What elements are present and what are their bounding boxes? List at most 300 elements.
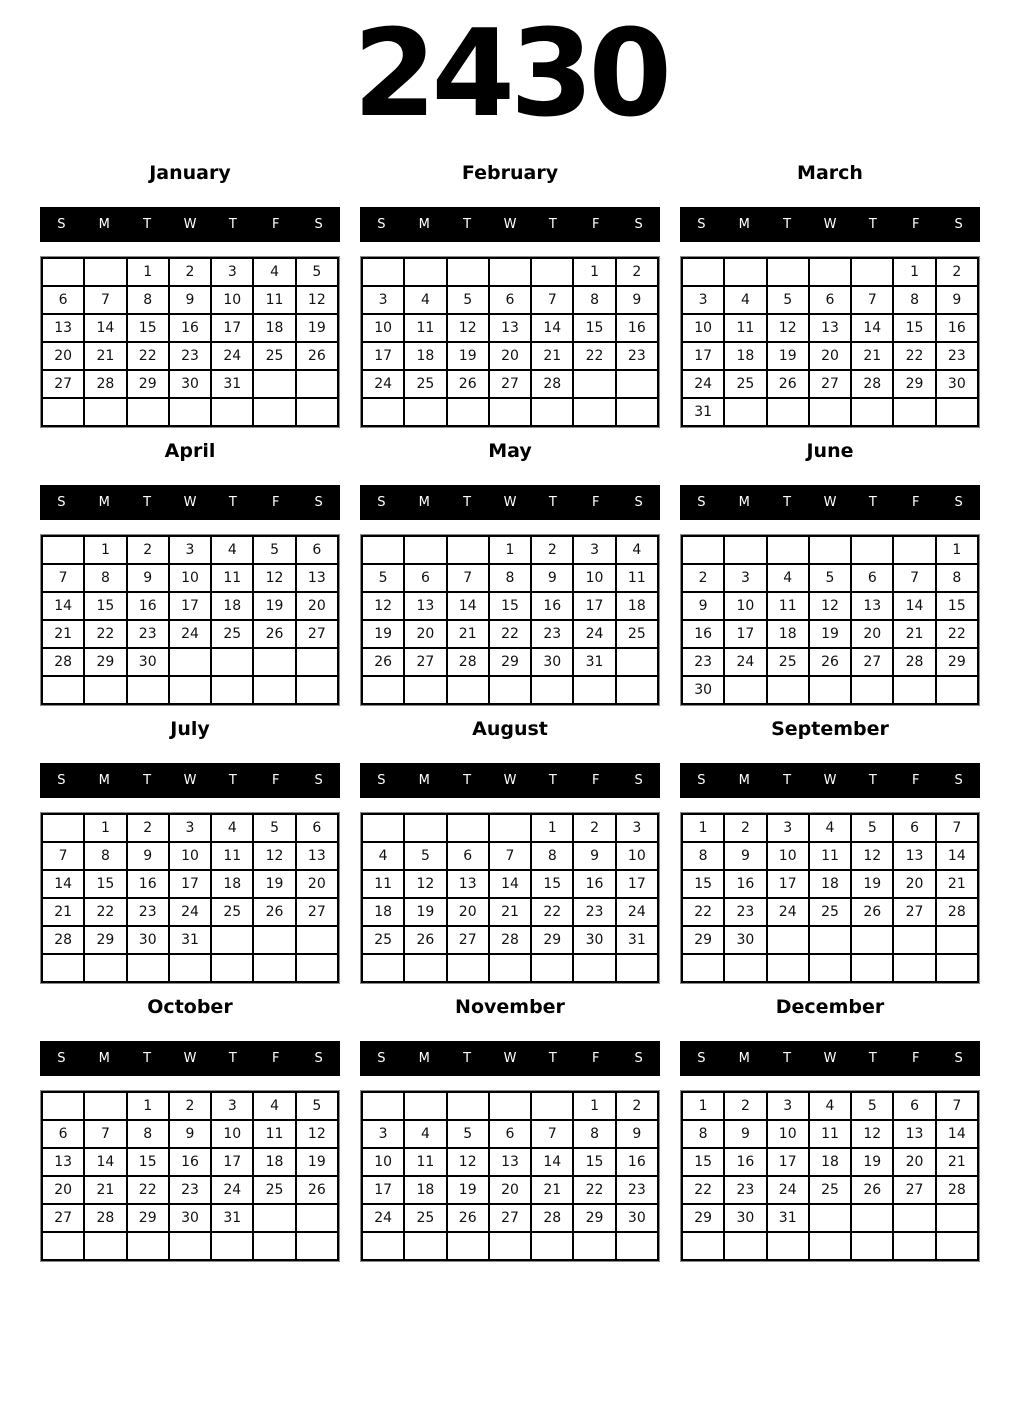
weekday-label: T bbox=[783, 217, 792, 232]
empty-day-cell bbox=[43, 537, 83, 563]
weekday-label: T bbox=[463, 1051, 472, 1066]
day-cell: 23 bbox=[170, 343, 210, 369]
day-cell: 1 bbox=[894, 259, 934, 285]
day-cell: 22 bbox=[574, 1177, 614, 1203]
day-cell: 12 bbox=[852, 843, 892, 869]
day-cell: 19 bbox=[768, 343, 808, 369]
day-cell: 24 bbox=[212, 343, 252, 369]
empty-day-cell bbox=[810, 677, 850, 703]
day-cell: 15 bbox=[894, 315, 934, 341]
weekday-header-bar bbox=[680, 485, 980, 520]
empty-day-cell bbox=[617, 649, 657, 675]
day-cell: 30 bbox=[683, 677, 723, 703]
day-cell: 2 bbox=[683, 565, 723, 591]
empty-day-cell bbox=[297, 1233, 337, 1259]
day-cell: 15 bbox=[532, 871, 572, 897]
day-cell: 10 bbox=[363, 315, 403, 341]
weekday-label: T bbox=[463, 217, 472, 232]
weekday-label: F bbox=[911, 1051, 920, 1066]
weekday-label: M bbox=[418, 217, 430, 232]
empty-day-cell bbox=[768, 537, 808, 563]
day-cell: 5 bbox=[297, 1093, 337, 1119]
month-date-grid bbox=[680, 1090, 980, 1262]
weekday-label: W bbox=[183, 217, 197, 232]
day-cell: 13 bbox=[43, 315, 83, 341]
weekday-label: F bbox=[591, 495, 600, 510]
day-cell: 18 bbox=[254, 315, 294, 341]
day-cell: 5 bbox=[254, 815, 294, 841]
empty-day-cell bbox=[297, 371, 337, 397]
empty-day-cell bbox=[254, 371, 294, 397]
day-cell: 23 bbox=[725, 899, 765, 925]
empty-day-cell bbox=[852, 537, 892, 563]
day-cell: 16 bbox=[725, 1149, 765, 1175]
month-title: March bbox=[797, 162, 863, 184]
empty-day-cell bbox=[894, 677, 934, 703]
day-cell: 27 bbox=[448, 927, 488, 953]
month-block bbox=[680, 150, 980, 428]
empty-day-cell bbox=[810, 537, 850, 563]
day-cell: 20 bbox=[297, 871, 337, 897]
empty-day-cell bbox=[683, 259, 723, 285]
empty-day-cell bbox=[363, 1233, 403, 1259]
day-cell: 24 bbox=[212, 1177, 252, 1203]
day-cell: 21 bbox=[490, 899, 530, 925]
day-cell: 23 bbox=[725, 1177, 765, 1203]
weekday-label: F bbox=[271, 217, 280, 232]
weekday-label: S bbox=[314, 217, 323, 232]
day-cell: 12 bbox=[448, 315, 488, 341]
weekday-label: T bbox=[783, 773, 792, 788]
day-cell: 26 bbox=[852, 1177, 892, 1203]
day-cell: 15 bbox=[128, 315, 168, 341]
day-cell: 14 bbox=[937, 843, 977, 869]
empty-day-cell bbox=[617, 677, 657, 703]
day-cell: 12 bbox=[254, 843, 294, 869]
day-cell: 16 bbox=[725, 871, 765, 897]
day-cell: 23 bbox=[128, 621, 168, 647]
day-cell: 22 bbox=[683, 899, 723, 925]
empty-day-cell bbox=[128, 1233, 168, 1259]
day-cell: 22 bbox=[128, 1177, 168, 1203]
day-cell: 30 bbox=[725, 1205, 765, 1231]
month-block bbox=[680, 428, 980, 706]
day-cell: 29 bbox=[532, 927, 572, 953]
empty-day-cell bbox=[297, 399, 337, 425]
day-cell: 13 bbox=[43, 1149, 83, 1175]
day-cell: 17 bbox=[170, 593, 210, 619]
day-cell: 3 bbox=[683, 287, 723, 313]
day-cell: 11 bbox=[254, 287, 294, 313]
day-cell: 7 bbox=[85, 1121, 125, 1147]
empty-day-cell bbox=[254, 1233, 294, 1259]
month-block bbox=[680, 984, 980, 1262]
day-cell: 22 bbox=[937, 621, 977, 647]
empty-day-cell bbox=[490, 955, 530, 981]
empty-day-cell bbox=[170, 1233, 210, 1259]
day-cell: 2 bbox=[170, 259, 210, 285]
day-cell: 22 bbox=[490, 621, 530, 647]
empty-day-cell bbox=[852, 259, 892, 285]
day-cell: 29 bbox=[85, 927, 125, 953]
day-cell: 30 bbox=[170, 1205, 210, 1231]
weekday-label: M bbox=[98, 495, 110, 510]
empty-day-cell bbox=[363, 677, 403, 703]
day-cell: 7 bbox=[490, 843, 530, 869]
year-title: 2430 bbox=[353, 5, 667, 144]
empty-day-cell bbox=[43, 1093, 83, 1119]
day-cell: 28 bbox=[852, 371, 892, 397]
day-cell: 21 bbox=[937, 1149, 977, 1175]
day-cell: 27 bbox=[894, 1177, 934, 1203]
month-date-grid bbox=[360, 534, 660, 706]
day-cell: 22 bbox=[894, 343, 934, 369]
day-cell: 17 bbox=[768, 1149, 808, 1175]
weekday-label: S bbox=[377, 495, 386, 510]
day-cell: 7 bbox=[85, 287, 125, 313]
day-cell: 10 bbox=[170, 843, 210, 869]
day-cell: 30 bbox=[128, 927, 168, 953]
day-cell: 16 bbox=[683, 621, 723, 647]
day-cell: 20 bbox=[490, 1177, 530, 1203]
day-cell: 27 bbox=[894, 899, 934, 925]
day-cell: 7 bbox=[43, 843, 83, 869]
day-cell: 9 bbox=[617, 1121, 657, 1147]
day-cell: 21 bbox=[85, 343, 125, 369]
day-cell: 24 bbox=[725, 649, 765, 675]
day-cell: 16 bbox=[574, 871, 614, 897]
day-cell: 9 bbox=[128, 843, 168, 869]
day-cell: 30 bbox=[170, 371, 210, 397]
empty-day-cell bbox=[490, 1233, 530, 1259]
day-cell: 9 bbox=[683, 593, 723, 619]
day-cell: 28 bbox=[532, 371, 572, 397]
weekday-label: M bbox=[98, 217, 110, 232]
empty-day-cell bbox=[297, 1205, 337, 1231]
empty-day-cell bbox=[725, 955, 765, 981]
day-cell: 19 bbox=[297, 315, 337, 341]
empty-day-cell bbox=[725, 399, 765, 425]
day-cell: 26 bbox=[768, 371, 808, 397]
day-cell: 8 bbox=[128, 287, 168, 313]
weekday-label: T bbox=[783, 1051, 792, 1066]
day-cell: 17 bbox=[574, 593, 614, 619]
day-cell: 27 bbox=[43, 371, 83, 397]
day-cell: 31 bbox=[683, 399, 723, 425]
weekday-header-bar bbox=[40, 763, 340, 798]
day-cell: 1 bbox=[937, 537, 977, 563]
month-block bbox=[680, 706, 980, 984]
day-cell: 20 bbox=[810, 343, 850, 369]
weekday-label: S bbox=[634, 1051, 643, 1066]
day-cell: 3 bbox=[725, 565, 765, 591]
day-cell: 4 bbox=[768, 565, 808, 591]
day-cell: 16 bbox=[170, 1149, 210, 1175]
empty-day-cell bbox=[405, 537, 445, 563]
day-cell: 20 bbox=[43, 1177, 83, 1203]
day-cell: 14 bbox=[85, 315, 125, 341]
day-cell: 9 bbox=[617, 287, 657, 313]
day-cell: 17 bbox=[170, 871, 210, 897]
day-cell: 14 bbox=[490, 871, 530, 897]
empty-day-cell bbox=[852, 1233, 892, 1259]
weekday-label: S bbox=[57, 773, 66, 788]
day-cell: 29 bbox=[128, 1205, 168, 1231]
weekday-label: W bbox=[183, 773, 197, 788]
day-cell: 4 bbox=[810, 815, 850, 841]
month-title: February bbox=[461, 162, 559, 184]
empty-day-cell bbox=[490, 677, 530, 703]
empty-day-cell bbox=[574, 371, 614, 397]
empty-day-cell bbox=[405, 1093, 445, 1119]
day-cell: 21 bbox=[532, 343, 572, 369]
empty-day-cell bbox=[937, 1205, 977, 1231]
day-cell: 19 bbox=[363, 621, 403, 647]
weekday-label: T bbox=[228, 495, 237, 510]
day-cell: 24 bbox=[768, 1177, 808, 1203]
day-cell: 19 bbox=[448, 1177, 488, 1203]
weekday-label: M bbox=[98, 1051, 110, 1066]
weekday-label: S bbox=[314, 495, 323, 510]
empty-day-cell bbox=[405, 259, 445, 285]
empty-day-cell bbox=[683, 955, 723, 981]
day-cell: 9 bbox=[170, 1121, 210, 1147]
day-cell: 10 bbox=[574, 565, 614, 591]
day-cell: 5 bbox=[448, 287, 488, 313]
day-cell: 18 bbox=[617, 593, 657, 619]
day-cell: 28 bbox=[85, 1205, 125, 1231]
day-cell: 19 bbox=[254, 871, 294, 897]
day-cell: 20 bbox=[852, 621, 892, 647]
empty-day-cell bbox=[405, 955, 445, 981]
day-cell: 4 bbox=[405, 287, 445, 313]
weekday-label: W bbox=[183, 495, 197, 510]
month-title: May bbox=[488, 440, 532, 462]
day-cell: 5 bbox=[852, 815, 892, 841]
day-cell: 15 bbox=[683, 1149, 723, 1175]
day-cell: 8 bbox=[128, 1121, 168, 1147]
empty-day-cell bbox=[85, 1093, 125, 1119]
month-title: July bbox=[170, 718, 210, 740]
empty-day-cell bbox=[768, 399, 808, 425]
empty-day-cell bbox=[170, 955, 210, 981]
day-cell: 5 bbox=[810, 565, 850, 591]
empty-day-cell bbox=[532, 1093, 572, 1119]
day-cell: 8 bbox=[490, 565, 530, 591]
weekday-label: T bbox=[783, 495, 792, 510]
day-cell: 6 bbox=[852, 565, 892, 591]
weekday-label: M bbox=[418, 773, 430, 788]
day-cell: 18 bbox=[212, 871, 252, 897]
day-cell: 29 bbox=[894, 371, 934, 397]
weekday-label: W bbox=[823, 495, 837, 510]
day-cell: 18 bbox=[725, 343, 765, 369]
empty-day-cell bbox=[405, 815, 445, 841]
empty-day-cell bbox=[297, 677, 337, 703]
day-cell: 6 bbox=[297, 537, 337, 563]
weekday-label: T bbox=[868, 495, 877, 510]
weekday-label: S bbox=[954, 495, 963, 510]
day-cell: 24 bbox=[363, 1205, 403, 1231]
day-cell: 21 bbox=[43, 899, 83, 925]
day-cell: 2 bbox=[725, 1093, 765, 1119]
weekday-label: F bbox=[911, 773, 920, 788]
day-cell: 18 bbox=[810, 1149, 850, 1175]
day-cell: 18 bbox=[363, 899, 403, 925]
empty-day-cell bbox=[297, 649, 337, 675]
month-block bbox=[40, 150, 340, 428]
day-cell: 6 bbox=[448, 843, 488, 869]
day-cell: 10 bbox=[768, 1121, 808, 1147]
month-date-grid bbox=[680, 812, 980, 984]
day-cell: 19 bbox=[810, 621, 850, 647]
month-date-grid bbox=[360, 256, 660, 428]
empty-day-cell bbox=[768, 259, 808, 285]
empty-day-cell bbox=[574, 1233, 614, 1259]
day-cell: 3 bbox=[170, 815, 210, 841]
day-cell: 31 bbox=[212, 371, 252, 397]
weekday-label: S bbox=[314, 1051, 323, 1066]
day-cell: 17 bbox=[363, 343, 403, 369]
empty-day-cell bbox=[683, 1233, 723, 1259]
day-cell: 11 bbox=[254, 1121, 294, 1147]
empty-day-cell bbox=[810, 927, 850, 953]
day-cell: 10 bbox=[768, 843, 808, 869]
day-cell: 21 bbox=[894, 621, 934, 647]
day-cell: 30 bbox=[937, 371, 977, 397]
day-cell: 18 bbox=[810, 871, 850, 897]
day-cell: 24 bbox=[363, 371, 403, 397]
day-cell: 16 bbox=[937, 315, 977, 341]
weekday-label: T bbox=[548, 495, 557, 510]
day-cell: 1 bbox=[85, 815, 125, 841]
weekday-label: M bbox=[418, 495, 430, 510]
day-cell: 25 bbox=[254, 343, 294, 369]
day-cell: 20 bbox=[405, 621, 445, 647]
day-cell: 16 bbox=[128, 871, 168, 897]
day-cell: 18 bbox=[254, 1149, 294, 1175]
day-cell: 31 bbox=[617, 927, 657, 953]
day-cell: 27 bbox=[490, 1205, 530, 1231]
empty-day-cell bbox=[768, 677, 808, 703]
day-cell: 15 bbox=[128, 1149, 168, 1175]
day-cell: 2 bbox=[574, 815, 614, 841]
weekday-label: S bbox=[377, 773, 386, 788]
month-title: September bbox=[771, 718, 889, 740]
month-date-grid bbox=[40, 534, 340, 706]
day-cell: 21 bbox=[532, 1177, 572, 1203]
empty-day-cell bbox=[490, 815, 530, 841]
month-date-grid bbox=[680, 256, 980, 428]
day-cell: 14 bbox=[852, 315, 892, 341]
weekday-label: W bbox=[823, 217, 837, 232]
day-cell: 1 bbox=[128, 1093, 168, 1119]
day-cell: 1 bbox=[574, 1093, 614, 1119]
day-cell: 21 bbox=[937, 871, 977, 897]
empty-day-cell bbox=[448, 399, 488, 425]
weekday-header-bar bbox=[40, 485, 340, 520]
day-cell: 8 bbox=[574, 1121, 614, 1147]
day-cell: 27 bbox=[852, 649, 892, 675]
empty-day-cell bbox=[363, 955, 403, 981]
empty-day-cell bbox=[852, 927, 892, 953]
day-cell: 13 bbox=[297, 843, 337, 869]
empty-day-cell bbox=[43, 259, 83, 285]
weekday-label: S bbox=[634, 773, 643, 788]
weekday-header-bar bbox=[40, 1041, 340, 1076]
day-cell: 3 bbox=[170, 537, 210, 563]
day-cell: 4 bbox=[617, 537, 657, 563]
weekday-header-bar bbox=[360, 763, 660, 798]
empty-day-cell bbox=[894, 1205, 934, 1231]
empty-day-cell bbox=[363, 259, 403, 285]
day-cell: 2 bbox=[128, 815, 168, 841]
empty-day-cell bbox=[574, 955, 614, 981]
day-cell: 13 bbox=[490, 1149, 530, 1175]
day-cell: 14 bbox=[448, 593, 488, 619]
weekday-label: T bbox=[548, 217, 557, 232]
day-cell: 13 bbox=[448, 871, 488, 897]
empty-day-cell bbox=[405, 399, 445, 425]
day-cell: 29 bbox=[937, 649, 977, 675]
day-cell: 26 bbox=[297, 343, 337, 369]
empty-day-cell bbox=[532, 399, 572, 425]
day-cell: 17 bbox=[683, 343, 723, 369]
day-cell: 12 bbox=[254, 565, 294, 591]
day-cell: 4 bbox=[725, 287, 765, 313]
empty-day-cell bbox=[254, 649, 294, 675]
day-cell: 11 bbox=[768, 593, 808, 619]
day-cell: 10 bbox=[683, 315, 723, 341]
weekday-label: T bbox=[143, 495, 152, 510]
day-cell: 6 bbox=[405, 565, 445, 591]
empty-day-cell bbox=[212, 927, 252, 953]
day-cell: 29 bbox=[574, 1205, 614, 1231]
day-cell: 23 bbox=[617, 1177, 657, 1203]
empty-day-cell bbox=[617, 1233, 657, 1259]
day-cell: 8 bbox=[683, 843, 723, 869]
empty-day-cell bbox=[937, 677, 977, 703]
day-cell: 4 bbox=[212, 537, 252, 563]
day-cell: 29 bbox=[683, 1205, 723, 1231]
weekday-label: W bbox=[823, 773, 837, 788]
weekday-label: F bbox=[271, 1051, 280, 1066]
day-cell: 22 bbox=[532, 899, 572, 925]
day-cell: 22 bbox=[85, 899, 125, 925]
day-cell: 13 bbox=[894, 1121, 934, 1147]
day-cell: 10 bbox=[617, 843, 657, 869]
day-cell: 12 bbox=[405, 871, 445, 897]
month-block bbox=[360, 150, 660, 428]
empty-day-cell bbox=[532, 677, 572, 703]
weekday-label: T bbox=[463, 773, 472, 788]
month-block bbox=[360, 428, 660, 706]
weekday-label: W bbox=[503, 495, 517, 510]
empty-day-cell bbox=[254, 677, 294, 703]
day-cell: 26 bbox=[448, 371, 488, 397]
day-cell: 11 bbox=[810, 1121, 850, 1147]
empty-day-cell bbox=[894, 955, 934, 981]
weekday-label: S bbox=[697, 773, 706, 788]
day-cell: 25 bbox=[405, 1205, 445, 1231]
empty-day-cell bbox=[617, 371, 657, 397]
day-cell: 22 bbox=[683, 1177, 723, 1203]
day-cell: 23 bbox=[128, 899, 168, 925]
empty-day-cell bbox=[85, 259, 125, 285]
month-title: August bbox=[472, 718, 548, 740]
empty-day-cell bbox=[532, 1233, 572, 1259]
empty-day-cell bbox=[532, 259, 572, 285]
